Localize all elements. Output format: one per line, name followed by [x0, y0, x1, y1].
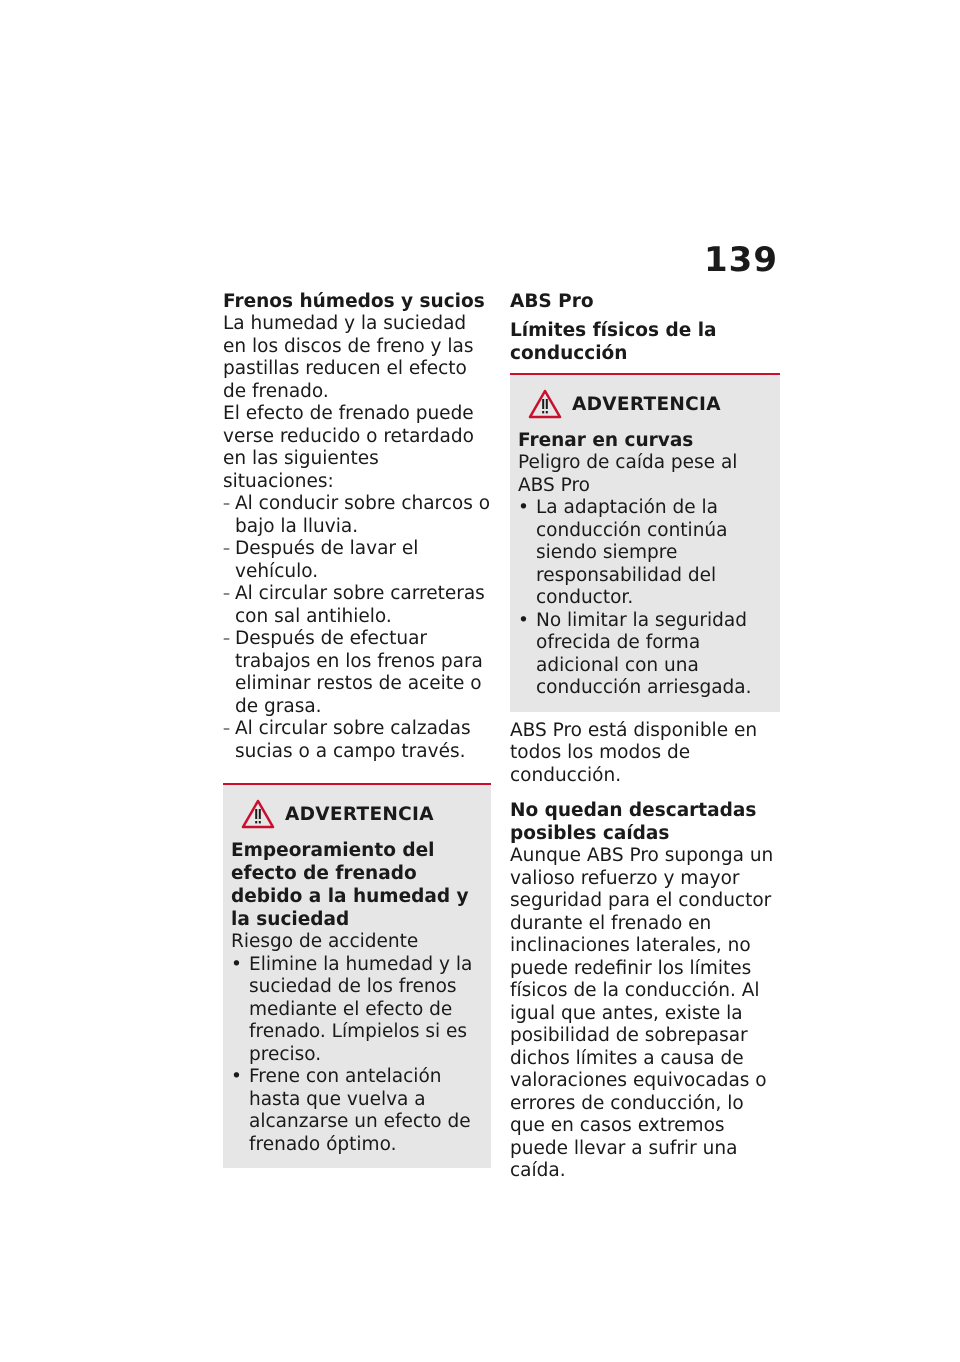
warning-title: ADVERTENCIA	[285, 803, 434, 825]
list-item: – Después de efectuar trabajos en los frenos para eliminar restos de aceite o de grasa.	[223, 628, 491, 718]
list-item: • Frene con antelación hasta que vuelva a alcanzarse un efecto de frenado óptimo.	[231, 1066, 483, 1156]
warning-text: Peligro de caída pese al ABS Pro	[518, 452, 738, 496]
paragraph: ABS Pro está disponible en todos los modos de conducción.	[510, 719, 758, 786]
list-item: – Al circular sobre calzadas sucias o a campo través.	[223, 718, 491, 763]
paragraph: El efecto de frenado puede verse reducido o retardado en las siguientes situaciones:	[223, 403, 474, 492]
right-column	[510, 290, 780, 1183]
warning-triangle-icon	[241, 799, 275, 829]
paragraph: La humedad y la suciedad en los discos de freno y las pastillas reducen el efecto de frenado.	[223, 313, 474, 402]
section-subheading: No quedan descartadas posibles caídas	[510, 800, 757, 844]
warning-list	[518, 497, 772, 700]
warning-title: ADVERTENCIA	[572, 393, 721, 415]
warning-text: Riesgo de accidente	[231, 931, 419, 952]
warning-list	[231, 954, 483, 1157]
warning-box	[223, 783, 491, 1168]
warning-header	[241, 799, 483, 829]
warning-subheading: Frenar en curvas	[518, 430, 694, 451]
section-heading: ABS Pro	[510, 291, 594, 312]
list-item: • Elimine la humedad y la suciedad de los frenos mediante el efecto de frenado. Límpielos si es preciso.	[231, 954, 483, 1067]
warning-subheading: Empeoramiento del efecto de frenado debido a la humedad y la suciedad	[231, 840, 469, 930]
list-item: – Al conducir sobre charcos o bajo la lluvia.	[223, 493, 491, 538]
left-column	[223, 290, 491, 1168]
section-heading: Frenos húmedos y sucios	[223, 291, 485, 312]
warning-box	[510, 373, 780, 712]
list-item: – Al circular sobre carreteras con sal antihielo.	[223, 583, 491, 628]
list-item: – Después de lavar el vehículo.	[223, 538, 491, 583]
list-item: • La adaptación de la conducción continúa siendo siempre responsabilidad del conductor.	[518, 497, 772, 610]
warning-triangle-icon	[528, 389, 562, 419]
section-subheading: Límites físicos de la conducción	[510, 320, 717, 364]
situation-list	[223, 493, 491, 763]
warning-header	[528, 389, 772, 419]
list-item: • No limitar la seguridad ofrecida de forma adicional con una conducción arriesgada.	[518, 610, 772, 700]
paragraph: Aunque ABS Pro suponga un valioso refuerzo y mayor seguridad para el conductor durante el frenado en inclinaciones laterales, no puede redefinir los límites físicos de la conducción. Al igual que antes, existe la posibilidad de sobrepasar dichos límites a causa de valoraciones equivocadas o errores de conducción, lo que en casos extremos puede llevar a sufrir una caída.	[510, 845, 774, 1181]
page-number: 139	[704, 240, 778, 280]
